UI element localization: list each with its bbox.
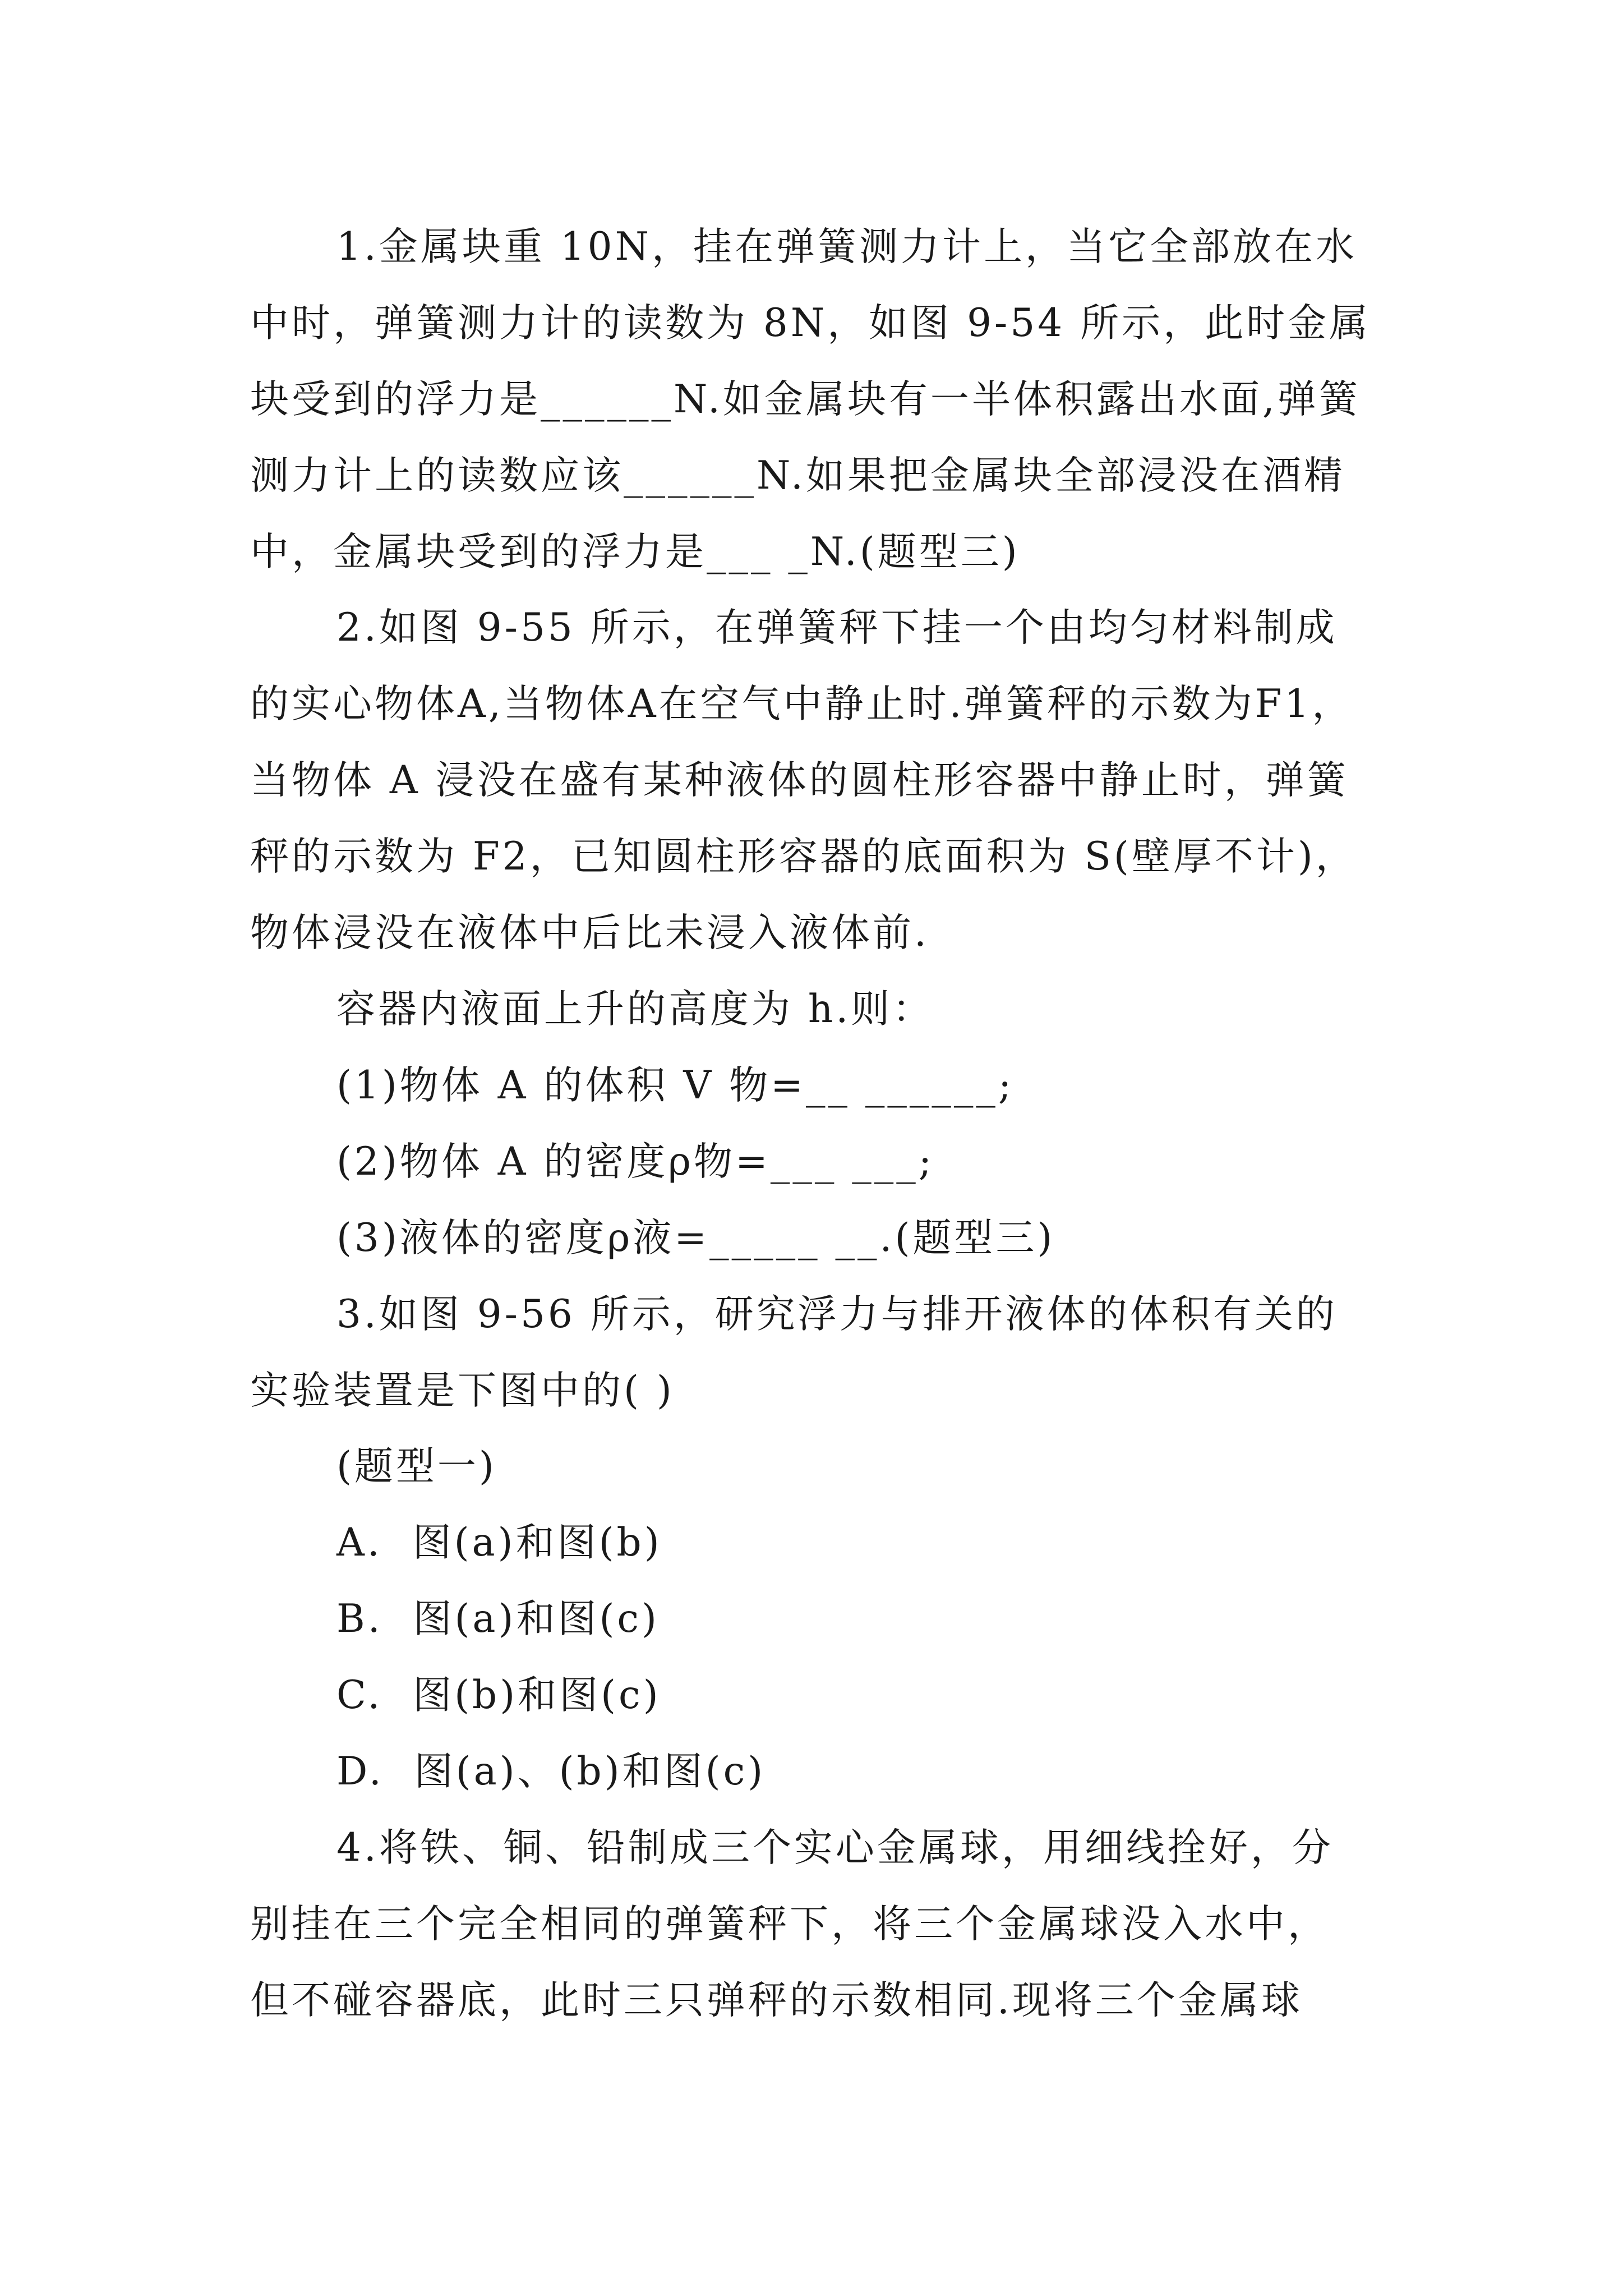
q1-line-3: 块受到的浮力是______N.如金属块有一半体积露出水面,弹簧	[250, 377, 1361, 422]
q3-line-2: 实验装置是下图中的( )	[250, 1368, 675, 1413]
q2-part-2: (2)物体 A 的密度ρ物=___ ___;	[336, 1139, 934, 1184]
q2-line-4: 秤的示数为 F2，已知圆柱形容器的底面积为 S(壁厚不计)，	[250, 834, 1357, 879]
q3-option-a: A. 图(a)和图(b)	[336, 1520, 662, 1565]
q2-line-6: 容器内液面上升的高度为 h.则：	[336, 987, 934, 1032]
q1-line-4: 测力计上的读数应该______N.如果把金属块全部浸没在酒精	[250, 453, 1345, 498]
q1-line-2: 中时，弹簧测力计的读数为 8N，如图 9-54 所示，此时金属	[250, 301, 1371, 346]
q2-line-3: 当物体 A 浸没在盛有某种液体的圆柱形容器中静止时，弹簧	[250, 758, 1349, 803]
q2-line-5: 物体浸没在液体中后比未浸入液体前.	[250, 910, 929, 955]
q1-line-1: 1.金属块重 10N，挂在弹簧测力计上，当它全部放在水	[336, 224, 1357, 269]
q1-line-5: 中，金属块受到的浮力是___ _N.(题型三)	[250, 530, 1020, 574]
q3-option-c: C. 图(b)和图(c)	[336, 1673, 661, 1718]
q2-line-1: 2.如图 9-55 所示，在弹簧秤下挂一个由均匀材料制成	[336, 605, 1338, 650]
q3-type: (题型一)	[336, 1444, 497, 1489]
q2-line-2: 的实心物体A,当物体A在空气中静止时.弹簧秤的示数为F1，	[250, 682, 1354, 726]
q3-line-1: 3.如图 9-56 所示，研究浮力与排开液体的体积有关的	[336, 1292, 1338, 1337]
q3-option-d: D. 图(a)、(b)和图(c)	[336, 1749, 766, 1794]
q2-part-1: (1)物体 A 的体积 V 物=__ ______;	[336, 1063, 1015, 1108]
q3-option-b: B. 图(a)和图(c)	[336, 1596, 660, 1641]
q4-line-2: 别挂在三个完全相同的弹簧秤下，将三个金属球没入水中，	[250, 1902, 1329, 1947]
q2-part-3: (3)液体的密度ρ液=_____ __.(题型三)	[336, 1216, 1055, 1260]
q4-line-1: 4.将铁、铜、铅制成三个实心金属球，用细线拴好，分	[336, 1825, 1334, 1870]
q4-line-3: 但不碰容器底，此时三只弹秤的示数相同.现将三个金属球	[250, 1978, 1303, 2023]
